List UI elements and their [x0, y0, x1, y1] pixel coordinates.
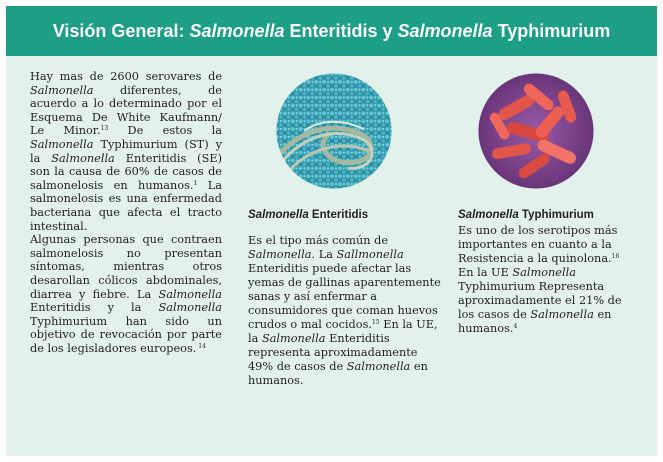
- typhimurium-title: Salmonella Typhimurium: [458, 209, 594, 221]
- reference-13: 13: [100, 125, 109, 133]
- page-title: [6, 6, 657, 56]
- salmonella-enteritidis-image: [275, 72, 393, 190]
- reference-1: 1: [193, 179, 198, 187]
- enteritidis-section: [248, 208, 444, 388]
- typhimurium-text-2: En la UE Salmonella Typhimurium Representa aproximadamente el 21% de los casos de Salmonella en humanos.$^4$: [458, 266, 622, 335]
- overview-paragraph-1: Hay mas de 2600 serovares de Salmonella diferentes, de acuerdo a lo determinado por el Esquema De White Kaufmann/ Le Minor.$^{13}$ De estos la Salmonella Typhimurium (ST) y la Salmonella Enteritidis (SE) son la causa de 60% de casos de salmonelosis en humanos.$^1$ La salmonelosis es una enfermedad bacteriana que afecta el tracto intestinal.: [30, 70, 222, 233]
- reference-4: 4: [513, 323, 518, 330]
- title-part: Salmonella: [189, 21, 285, 41]
- enteritidis-title: Salmonella Enteritidis: [248, 209, 369, 221]
- salmonella-typhimurium-image: [477, 72, 595, 190]
- reference-16: 16: [611, 253, 620, 260]
- overview-paragraph-2: Algunas personas que contraen salmonelosis no presentan síntomas, mientras otros desarollan cólicos abdominales, diarrea y fiebre. La Salmonella Enteritidis y la Salmonella Typhimurium han sido un objetivo de revocación por parte de los legisladores europeos. $^{14}$: [30, 233, 222, 355]
- enteritidis-text: Es el tipo más común de Salmonella. La Sallmonella Enteriditis puede afectar las yemas de gallinas aparentemente sanas y así enfermar a consumidores que coman huevos crudos o mal cocidos.$^{15}$ En la UE, la Salmonella Enteriditis representa aproximadamente 49% de casos de Salmonella en humanos.: [248, 234, 441, 387]
- reference-15: 15: [371, 319, 380, 326]
- typhimurium-text-1: Es uno de los serotipos más importantes en cuanto a la Resistencia a la quinolona.$^{16}$: [458, 224, 620, 265]
- title-part: Salmonella: [397, 21, 493, 41]
- overview-text: [30, 70, 222, 355]
- reference-14: 14: [196, 342, 206, 350]
- title-part: Enteritidis y: [284, 21, 398, 41]
- typhimurium-section: [458, 208, 628, 336]
- title-part: Visión General:: [52, 21, 190, 41]
- title-part: Typhimurium: [492, 21, 611, 41]
